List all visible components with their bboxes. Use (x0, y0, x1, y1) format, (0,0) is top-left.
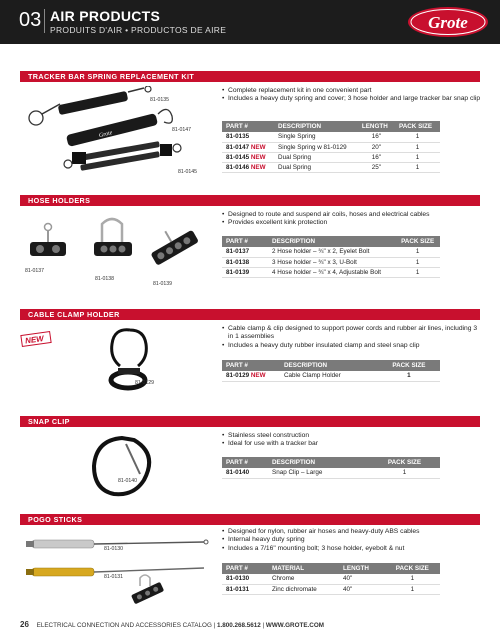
pack-size: 1 (395, 247, 440, 257)
bullet-item: • Includes a 7/16" mounting bolt; 3 hose holder, eyebolt & nut (222, 545, 484, 553)
section-snap-header (20, 416, 480, 427)
section-cable-title: CABLE CLAMP HOLDER (28, 310, 120, 319)
part-number: 81-0130 (222, 574, 268, 584)
table-header-row (222, 236, 440, 247)
pack-size: 1 (395, 142, 440, 152)
footer-separator: | (213, 622, 216, 629)
pack-size: 1 (369, 468, 440, 478)
section-hose-header (20, 195, 480, 206)
phone-number: 1.800.268.5612 (216, 622, 261, 629)
col-part: PART # (222, 563, 268, 574)
cable-table (222, 360, 440, 382)
new-tag: NEW (250, 153, 266, 161)
part-number: 81-0135 (222, 132, 274, 142)
bullet-item: • Cable clamp & clip designed to support power cords and rubber air lines, including 3 in 1 assemblies (222, 325, 484, 342)
page-header (0, 0, 500, 44)
image-label: 81-0137 (25, 268, 45, 274)
bullet-item: • Includes a heavy duty spring and cover; 3 hose holder and large tracker bar snap clip (222, 95, 484, 103)
svg-text:Grote: Grote (98, 130, 114, 140)
part-number: 81-0145 NEW (222, 152, 274, 162)
image-label: 81-0139 (153, 281, 173, 287)
new-tag: NEW (250, 163, 266, 171)
snap-table (222, 457, 440, 479)
cable-clamp-image (90, 322, 170, 392)
hose-bullets (222, 211, 484, 228)
col-pack: PACK SIZE (385, 563, 440, 574)
pogo-bullets (222, 528, 484, 553)
col-part: PART # (222, 121, 274, 132)
col-description: DESCRIPTION (280, 360, 378, 371)
page-number: 26 (20, 620, 29, 629)
col-description: DESCRIPTION (268, 457, 369, 468)
table-row (222, 468, 440, 478)
image-label: 81-0129 (135, 380, 155, 386)
col-part: PART # (222, 236, 268, 247)
image-label: 81-0145 (178, 169, 198, 175)
length: 20" (358, 142, 395, 152)
pack-size: 1 (385, 574, 440, 584)
col-description: DESCRIPTION (274, 121, 358, 132)
part-number: 81-0129 NEW (222, 371, 280, 381)
tracker-bar-image (22, 86, 218, 181)
hose-holder-image (22, 212, 218, 282)
col-pack: PACK SIZE (369, 457, 440, 468)
table-row (222, 574, 440, 584)
cable-bullets (222, 325, 484, 350)
description: Cable Clamp Holder (280, 371, 378, 381)
col-pack: PACK SIZE (395, 121, 440, 132)
table-header-row (222, 457, 440, 468)
new-badge (20, 331, 51, 347)
grote-logo (406, 5, 490, 39)
image-label: 81-0131 (104, 574, 124, 580)
part-number: 81-0137 (222, 247, 268, 257)
image-label: 81-0140 (118, 478, 138, 484)
table-row (222, 247, 440, 257)
tracker-bullets (222, 87, 484, 104)
pack-size: 1 (378, 371, 440, 381)
pack-size: 1 (395, 267, 440, 277)
table-header-row (222, 563, 440, 574)
part-number: 81-0138 (222, 257, 268, 267)
section-hose-title: HOSE HOLDERS (28, 196, 91, 205)
bullet-item: • Internal heavy duty spring (222, 536, 484, 544)
description: Snap Clip – Large (268, 468, 369, 478)
part-number: 81-0146 NEW (222, 162, 274, 172)
length: 16" (358, 152, 395, 162)
description: 3 Hose holder – ¾" x 3, U-Bolt (268, 257, 395, 267)
table-row (222, 162, 440, 172)
page-title: AIR PRODUCTS (50, 8, 161, 24)
header-divider (44, 9, 45, 33)
new-badge-text: NEW (24, 333, 45, 346)
new-tag: NEW (250, 372, 266, 380)
bullet-item: • Designed for nylon, rubber air hoses and heavy-duty ABS cables (222, 528, 484, 536)
col-length: LENGTH (358, 121, 395, 132)
table-row (222, 152, 440, 162)
length: 16" (358, 132, 395, 142)
bullet-item: • Designed to route and suspend air coils, hoses and electrical cables (222, 211, 484, 219)
table-row (222, 584, 440, 594)
part-number: 81-0140 (222, 468, 268, 478)
bullet-item: • Ideal for use with a tracker bar (222, 440, 484, 448)
pack-size: 1 (395, 257, 440, 267)
snap-clip-image (80, 430, 170, 500)
length: 40" (339, 574, 385, 584)
image-label: 81-0147 (172, 127, 192, 133)
image-label: 81-0138 (95, 276, 115, 282)
material: Zinc dichromate (268, 584, 339, 594)
part-number: 81-0139 (222, 267, 268, 277)
col-material: MATERIAL (268, 563, 339, 574)
section-cable-header (20, 309, 480, 320)
part-number: 81-0147 NEW (222, 142, 274, 152)
section-pogo-title: POGO STICKS (28, 515, 83, 524)
section-tracker-header (20, 71, 480, 82)
pogo-table (222, 563, 440, 595)
col-part: PART # (222, 457, 268, 468)
material: Chrome (268, 574, 339, 584)
table-row (222, 371, 440, 381)
pogo-stick-image (22, 528, 218, 612)
pack-size: 1 (395, 132, 440, 142)
col-part: PART # (222, 360, 280, 371)
description: Dual Spring (274, 162, 358, 172)
table-row (222, 257, 440, 267)
length: 40" (339, 584, 385, 594)
description: Single Spring (274, 132, 358, 142)
section-tracker-title: TRACKER BAR SPRING REPLACEMENT KIT (28, 72, 195, 81)
logo-text: Grote (428, 13, 468, 32)
pack-size: 1 (395, 162, 440, 172)
hose-table (222, 236, 440, 278)
page-subtitle: PRODUITS D'AIR • PRODUCTOS DE AIRE (50, 25, 227, 35)
col-pack: PACK SIZE (378, 360, 440, 371)
bullet-item: • Provides excellent kink protection (222, 219, 484, 227)
description: 2 Hose holder – ¾" x 2, Eyelet Bolt (268, 247, 395, 257)
table-row (222, 132, 440, 142)
section-number: 03 (19, 9, 42, 31)
catalog-name: ELECTRICAL CONNECTION AND ACCESSORIES CATALOG (36, 622, 212, 629)
page-footer (20, 620, 324, 629)
snap-bullets (222, 432, 484, 449)
new-tag: NEW (250, 143, 266, 151)
description: Dual Spring (274, 152, 358, 162)
col-pack: PACK SIZE (395, 236, 440, 247)
image-label: 81-0130 (104, 546, 124, 552)
website-link[interactable]: WWW.GROTE.COM (265, 622, 324, 629)
image-label: 81-0135 (150, 97, 170, 103)
bullet-item: • Stainless steel construction (222, 432, 484, 440)
col-length: LENGTH (339, 563, 385, 574)
section-pogo-header (20, 514, 480, 525)
bullet-item: • Complete replacement kit in one convenient part (222, 87, 484, 95)
description: Single Spring w 81-0129 (274, 142, 358, 152)
length: 25" (358, 162, 395, 172)
pack-size: 1 (385, 584, 440, 594)
footer-separator: | (262, 622, 265, 629)
bullet-item: • Includes a heavy duty rubber insulated clamp and steel snap clip (222, 342, 484, 350)
table-header-row (222, 360, 440, 371)
table-row (222, 142, 440, 152)
description: 4 Hose holder – ¾" x 4, Adjustable Bolt (268, 267, 395, 277)
table-header-row (222, 121, 440, 132)
col-description: DESCRIPTION (268, 236, 395, 247)
pack-size: 1 (395, 152, 440, 162)
section-snap-title: SNAP CLIP (28, 417, 70, 426)
tracker-table (222, 121, 440, 173)
table-row (222, 267, 440, 277)
part-number: 81-0131 (222, 584, 268, 594)
